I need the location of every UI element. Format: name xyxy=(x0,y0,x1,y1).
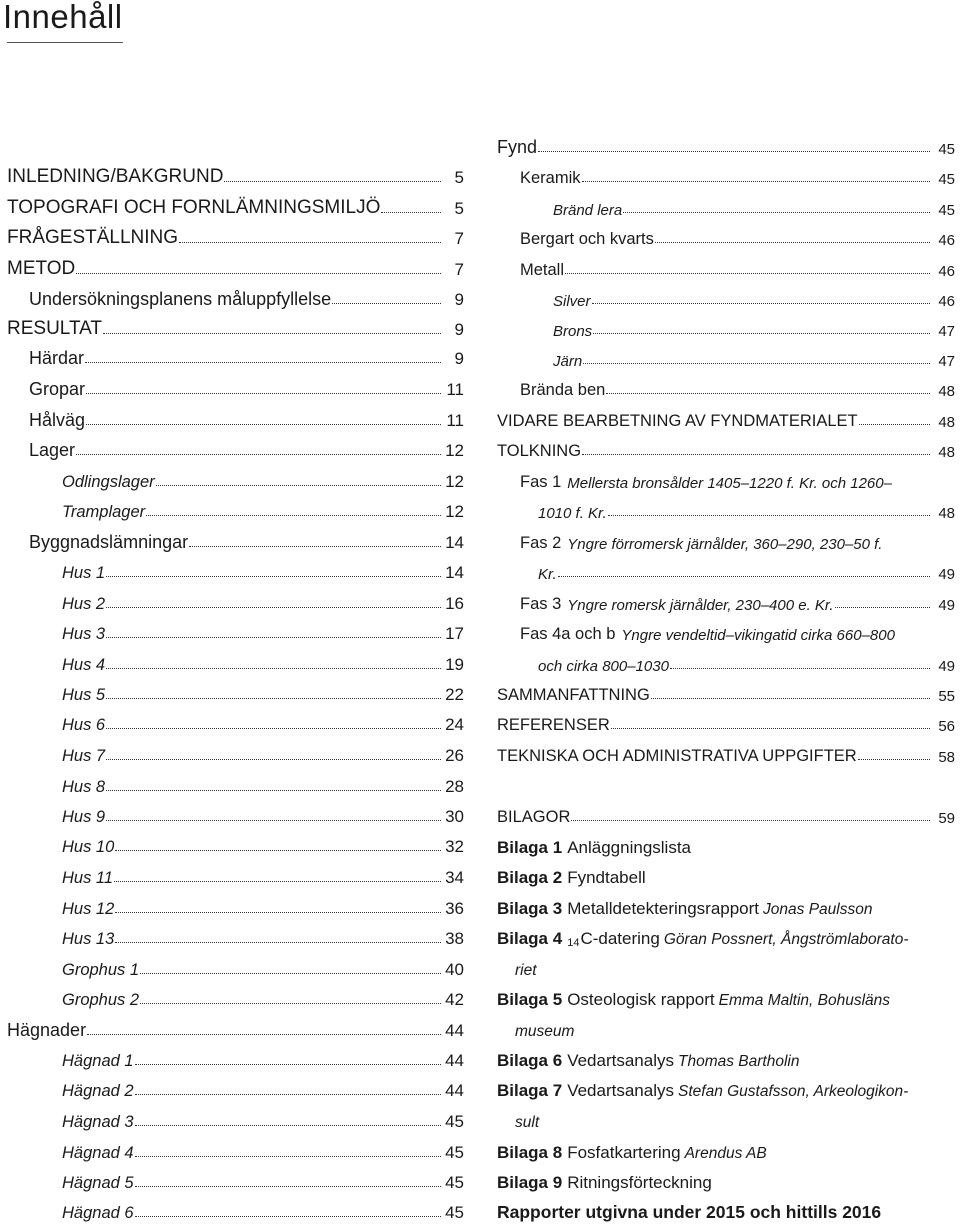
toc-page-number: 12 xyxy=(445,502,464,521)
toc-entry-halvag[interactable] xyxy=(29,404,464,434)
appendix-desc: Vedartsanalys xyxy=(567,1081,674,1100)
appendix-desc: Ritningsförteckning xyxy=(567,1173,712,1192)
toc-entry-bergart[interactable] xyxy=(520,222,955,252)
appendix-label: Bilaga 7 xyxy=(497,1081,563,1100)
appendix-author-cont: museum xyxy=(515,1023,575,1040)
appendix-label: Bilaga 2 xyxy=(497,868,563,887)
toc-page-number: 22 xyxy=(445,685,464,704)
leader-dots xyxy=(86,424,441,425)
toc-entry-text: Hus 12 xyxy=(62,900,115,918)
toc-entry-text: Hägnad 3 xyxy=(62,1113,134,1131)
appendix-label: Bilaga 4 xyxy=(497,929,563,948)
appendix-2[interactable] xyxy=(497,861,646,891)
leader-dots xyxy=(189,546,441,547)
toc-entry-brons[interactable] xyxy=(553,313,955,343)
toc-page-number: 7 xyxy=(454,260,464,279)
toc-page-number: 47 xyxy=(938,353,955,370)
leader-dots xyxy=(103,333,441,334)
toc-page-number: 49 xyxy=(938,658,955,675)
toc-page-number: 44 xyxy=(445,1051,464,1070)
leader-dots xyxy=(655,242,930,243)
toc-entry-odlingslager[interactable] xyxy=(62,465,464,495)
toc-entry-tolkning[interactable] xyxy=(497,434,955,464)
appendix-1[interactable] xyxy=(497,831,691,861)
toc-entry-hus-9[interactable] xyxy=(62,800,464,830)
toc-entry-text: Hus 3 xyxy=(62,625,106,643)
toc-entry-text: Hägnad 4 xyxy=(62,1144,134,1162)
toc-page-number: 30 xyxy=(445,807,464,826)
leader-dots xyxy=(606,393,930,394)
leader-dots xyxy=(106,728,441,729)
leader-dots xyxy=(608,515,930,516)
toc-entry-text: Tramplager xyxy=(62,503,146,521)
toc-page-number: 45 xyxy=(445,1112,464,1131)
appendix-8[interactable] xyxy=(497,1136,767,1166)
toc-page-number: 28 xyxy=(445,777,464,796)
appendix-desc: Osteologisk rapport xyxy=(567,990,715,1009)
leader-dots xyxy=(140,973,441,974)
toc-entry-keramik[interactable] xyxy=(520,161,955,191)
appendix-5[interactable] xyxy=(497,983,890,1013)
toc-entry-byggnadslamningar[interactable] xyxy=(29,526,464,556)
leader-dots xyxy=(135,1094,441,1095)
toc-entry-text: Fynd xyxy=(497,137,538,157)
toc-entry-bilagor[interactable] xyxy=(497,800,955,830)
toc-page-number: 44 xyxy=(445,1081,464,1100)
toc-entry-text: Hus 5 xyxy=(62,686,106,704)
toc-entry-text: Hägnader xyxy=(7,1020,87,1040)
toc-page-number: 56 xyxy=(938,718,955,735)
toc-entry-text: Lager xyxy=(29,440,76,460)
leader-dots xyxy=(571,820,930,821)
leader-dots xyxy=(106,576,441,577)
leader-dots xyxy=(558,576,930,577)
toc-entry-hagnad-5[interactable] xyxy=(62,1166,464,1196)
toc-entry-hus-2[interactable] xyxy=(62,587,464,617)
toc-entry-text: Metall xyxy=(520,261,565,279)
appendix-desc: Fyndtabell xyxy=(567,868,646,887)
leader-dots xyxy=(76,273,441,274)
toc-page-number: 14 xyxy=(445,563,464,582)
toc-page-number: 45 xyxy=(445,1173,464,1192)
toc-entry-hus-8[interactable] xyxy=(62,770,464,800)
toc-entry-sammanfattning[interactable] xyxy=(497,678,955,708)
toc-entry-fas-2-cont[interactable] xyxy=(538,556,955,586)
leader-dots xyxy=(592,303,930,304)
toc-entry-tramplager[interactable] xyxy=(62,495,464,525)
toc-page-number: 7 xyxy=(454,229,464,248)
toc-entry-hus-5[interactable] xyxy=(62,678,464,708)
appendix-3[interactable] xyxy=(497,892,872,922)
toc-entry-hagnad-1[interactable] xyxy=(62,1044,464,1074)
toc-entry-hus-3[interactable] xyxy=(62,617,464,647)
toc-page-number: 44 xyxy=(445,1021,464,1040)
toc-entry-text: Grophus 1 xyxy=(62,961,140,979)
leader-dots xyxy=(76,454,441,455)
leader-dots xyxy=(381,212,441,213)
toc-page-number: 11 xyxy=(446,380,464,399)
toc-page-number: 48 xyxy=(938,383,955,400)
leader-dots xyxy=(670,668,930,669)
toc-page-number: 32 xyxy=(445,837,464,856)
toc-page-number: 17 xyxy=(445,624,464,643)
title-rule xyxy=(7,42,123,43)
leader-dots xyxy=(593,333,930,334)
toc-entry-text: Odlingslager xyxy=(62,473,155,491)
leader-dots xyxy=(106,759,441,760)
leader-dots xyxy=(135,1186,441,1187)
leader-dots xyxy=(106,698,441,699)
leader-dots xyxy=(224,181,441,182)
toc-entry-text: Byggnadslämningar xyxy=(29,532,189,552)
leader-dots xyxy=(146,515,441,516)
toc-entry-text: FRÅGESTÄLLNING xyxy=(7,227,179,248)
phase-detail: Yngre romersk järnålder, 230–400 e. Kr. xyxy=(567,597,834,614)
toc-entry-text: Kr. xyxy=(538,566,557,583)
leader-dots xyxy=(565,273,930,274)
toc-entry-text: Järn xyxy=(553,353,583,370)
toc-entry-fas-4-cont[interactable] xyxy=(538,648,955,678)
toc-entry-fas-3[interactable] xyxy=(520,587,955,617)
toc-page-number: 34 xyxy=(445,868,464,887)
toc-entry-text: Hålväg xyxy=(29,410,86,430)
toc-entry-text: TOPOGRAFI OCH FORNLÄMNINGSMILJÖ xyxy=(7,197,381,218)
leader-dots xyxy=(106,607,441,608)
toc-entry-text: RESULTAT xyxy=(7,318,103,339)
leader-dots xyxy=(835,607,930,608)
toc-entry-hagnad-6[interactable] xyxy=(62,1196,464,1226)
toc-entry-text: TOLKNING xyxy=(497,442,582,460)
toc-page-number: 55 xyxy=(938,688,955,705)
leader-dots xyxy=(538,151,930,152)
toc-entry-hus-12[interactable] xyxy=(62,892,464,922)
leader-dots xyxy=(115,942,441,943)
toc-page-number: 49 xyxy=(938,597,955,614)
toc-page-number: 48 xyxy=(938,444,955,461)
toc-entry-text: Brons xyxy=(553,323,593,340)
toc-entry-malupfyllelse[interactable] xyxy=(29,283,464,313)
toc-entry-text: Hägnad 5 xyxy=(62,1174,134,1192)
appendix-desc: Anläggningslista xyxy=(567,838,692,857)
toc-page-number: 45 xyxy=(938,202,955,219)
appendix-7-cont xyxy=(515,1105,539,1135)
toc-page-number: 9 xyxy=(454,320,464,339)
toc-entry-hardar[interactable] xyxy=(29,342,464,372)
appendix-author: Thomas Bartholin xyxy=(678,1053,800,1070)
appendix-4-cont xyxy=(515,953,537,983)
toc-entry-text: Hus 7 xyxy=(62,747,106,765)
toc-entry-fynd[interactable] xyxy=(497,131,955,161)
leader-dots xyxy=(135,1216,441,1217)
leader-dots xyxy=(623,212,930,213)
toc-entry-text: TEKNISKA OCH ADMINISTRATIVA UPPGIFTER xyxy=(497,747,857,765)
leader-dots xyxy=(85,362,441,363)
toc-entry-hagnader[interactable] xyxy=(7,1014,464,1044)
toc-entry-text: Hus 6 xyxy=(62,716,106,734)
toc-entry-text: Hägnad 1 xyxy=(62,1052,134,1070)
toc-entry-topografi[interactable] xyxy=(7,192,464,222)
toc-entry-text: och cirka 800–1030 xyxy=(538,658,669,675)
toc-entry-text: Härdar xyxy=(29,348,85,368)
appendix-label: Bilaga 9 xyxy=(497,1173,563,1192)
toc-page-number: 48 xyxy=(938,505,955,522)
leader-dots xyxy=(651,698,930,699)
toc-entry-brand-lera[interactable] xyxy=(553,192,955,222)
toc-entry-text: Hus 1 xyxy=(62,564,106,582)
toc-entry-text: Bränd lera xyxy=(553,202,623,219)
toc-page-number: 42 xyxy=(445,990,464,1009)
toc-entry-text: Keramik xyxy=(520,169,581,187)
appendix-9[interactable] xyxy=(497,1166,712,1196)
appendix-label: Bilaga 1 xyxy=(497,838,563,857)
leader-dots xyxy=(859,424,930,425)
toc-page-number: 46 xyxy=(938,293,955,310)
toc-entry-text: INLEDNING/BAKGRUND xyxy=(7,166,224,187)
toc-entry-text: Gropar xyxy=(29,379,86,399)
leader-dots xyxy=(106,637,441,638)
toc-page-number: 11 xyxy=(446,411,464,430)
toc-page-number: 12 xyxy=(445,441,464,460)
phase-detail: Mellersta bronsålder 1405–1220 f. Kr. och 1260– xyxy=(567,475,892,492)
phase-label: Fas 3 xyxy=(520,595,562,613)
toc-entry-grophus-2[interactable] xyxy=(62,983,464,1013)
toc-page-number: 46 xyxy=(938,232,955,249)
appendix-6[interactable] xyxy=(497,1044,799,1074)
toc-entry-text: Hus 13 xyxy=(62,930,115,948)
phase-detail: Yngre förromersk järnålder, 360–290, 230–50 f. xyxy=(567,536,883,553)
toc-page-number: 46 xyxy=(938,263,955,280)
toc-entry-text: Hägnad 2 xyxy=(62,1082,134,1100)
toc-entry-hus-13[interactable] xyxy=(62,922,464,952)
toc-page-number: 26 xyxy=(445,746,464,765)
appendix-4[interactable] xyxy=(497,922,909,952)
leader-dots xyxy=(583,363,930,364)
appendix-label: Bilaga 6 xyxy=(497,1051,563,1070)
toc-page-number: 19 xyxy=(445,655,464,674)
phase-detail: Yngre vendeltid–vikingatid cirka 660–800 xyxy=(621,627,895,644)
toc-entry-fas-2[interactable] xyxy=(520,526,960,556)
toc-page-number: 9 xyxy=(454,290,464,309)
toc-page-number: 47 xyxy=(938,323,955,340)
leader-dots xyxy=(106,820,441,821)
toc-entry-hus-6[interactable] xyxy=(62,708,464,738)
appendix-7[interactable] xyxy=(497,1074,908,1104)
toc-entry-tekniska-uppgifter[interactable] xyxy=(497,739,955,769)
phase-label: Fas 4a och b xyxy=(520,625,616,643)
leader-dots xyxy=(135,1125,441,1126)
toc-entry-text: Brända ben xyxy=(520,381,606,399)
toc-page-number: 49 xyxy=(938,566,955,583)
leader-dots xyxy=(87,1034,441,1035)
toc-entry-resultat[interactable] xyxy=(7,313,464,343)
toc-entry-text: Hus 10 xyxy=(62,838,115,856)
toc-page-number: 45 xyxy=(938,171,955,188)
appendix-desc: Fosfatkartering xyxy=(567,1143,681,1162)
appendix-author-cont: riet xyxy=(515,962,537,979)
toc-entry-metod[interactable] xyxy=(7,253,464,283)
toc-page-number: 48 xyxy=(938,414,955,431)
leader-dots xyxy=(332,303,441,304)
appendix-author: Göran Possnert, Ångströmlaborato- xyxy=(663,931,909,948)
toc-entry-text: VIDARE BEARBETNING AV FYNDMATERIALET xyxy=(497,412,858,430)
toc-entry-metall[interactable] xyxy=(520,253,955,283)
toc-entry-text: Bergart och kvarts xyxy=(520,230,654,248)
toc-entry-silver[interactable] xyxy=(553,283,955,313)
leader-dots xyxy=(106,790,441,791)
toc-page-number: 5 xyxy=(454,168,464,187)
toc-entry-lager[interactable] xyxy=(29,434,464,464)
toc-page-number: 24 xyxy=(445,715,464,734)
toc-page-number: 14 xyxy=(445,533,464,552)
appendix-label: Bilaga 3 xyxy=(497,899,563,918)
phase-label: Fas 2 xyxy=(520,534,562,552)
reports-footer[interactable] xyxy=(497,1196,881,1226)
toc-page-number: 45 xyxy=(445,1203,464,1222)
toc-entry-fas-1[interactable] xyxy=(520,465,960,495)
toc-entry-gropar[interactable] xyxy=(29,373,464,403)
toc-page-number: 45 xyxy=(445,1143,464,1162)
toc-entry-fas-1-cont[interactable] xyxy=(538,495,955,525)
leader-dots xyxy=(179,242,441,243)
leader-dots xyxy=(582,454,930,455)
toc-entry-referenser[interactable] xyxy=(497,708,955,738)
phase-label: Fas 1 xyxy=(520,473,562,491)
leader-dots xyxy=(115,850,441,851)
toc-entry-text: Hus 9 xyxy=(62,808,106,826)
toc-entry-text: Silver xyxy=(553,293,591,310)
toc-entry-text: REFERENSER xyxy=(497,716,610,734)
page-title: Innehåll xyxy=(3,0,123,35)
appendix-author: Emma Maltin, Bohusläns xyxy=(718,992,891,1009)
toc-page-number: 16 xyxy=(445,594,464,613)
isotope-superscript: 14 xyxy=(567,937,580,949)
toc-page-number: 12 xyxy=(445,472,464,491)
appendix-author: Jonas Paulsson xyxy=(763,901,873,918)
toc-entry-jarn[interactable] xyxy=(553,343,955,373)
toc-entry-text: METOD xyxy=(7,258,76,279)
toc-entry-text: 1010 f. Kr. xyxy=(538,505,607,522)
toc-entry-grophus-1[interactable] xyxy=(62,953,464,983)
leader-dots xyxy=(114,881,441,882)
toc-page-number: 36 xyxy=(445,899,464,918)
toc-entry-text: Hägnad 6 xyxy=(62,1204,134,1222)
toc-page-number: 40 xyxy=(445,960,464,979)
leader-dots xyxy=(156,485,441,486)
toc-entry-text: BILAGOR xyxy=(497,808,571,826)
toc-entry-text: SAMMANFATTNING xyxy=(497,686,650,704)
toc-page-number: 9 xyxy=(454,349,464,368)
toc-page-number: 38 xyxy=(445,929,464,948)
toc-page-number: 59 xyxy=(938,810,955,827)
appendix-author: Arendus AB xyxy=(684,1145,767,1162)
toc-entry-hagnad-3[interactable] xyxy=(62,1105,464,1135)
appendix-desc: Vedartsanalys xyxy=(567,1051,674,1070)
leader-dots xyxy=(86,393,441,394)
toc-entry-fas-4[interactable] xyxy=(520,617,960,647)
leader-dots xyxy=(611,728,930,729)
appendix-label: Bilaga 5 xyxy=(497,990,563,1009)
toc-entry-hagnad-2[interactable] xyxy=(62,1074,464,1104)
toc-page-number: 58 xyxy=(938,749,955,766)
toc-entry-fragestallning[interactable] xyxy=(7,222,464,252)
toc-entry-hus-4[interactable] xyxy=(62,648,464,678)
toc-entry-hus-11[interactable] xyxy=(62,861,464,891)
leader-dots xyxy=(106,668,441,669)
toc-entry-vidare-bearbetning[interactable] xyxy=(497,404,955,434)
leader-dots xyxy=(115,912,441,913)
appendix-5-cont xyxy=(515,1014,574,1044)
appendix-desc: Metalldetekteringsrapport xyxy=(567,899,760,918)
toc-entry-hagnad-4[interactable] xyxy=(62,1136,464,1166)
appendix-author: Stefan Gustafsson, Arkeologikon- xyxy=(678,1083,909,1100)
reports-footer-text: Rapporter utgivna under 2015 och hittills 2016 xyxy=(497,1202,882,1222)
leader-dots xyxy=(135,1064,441,1065)
toc-entry-text: Grophus 2 xyxy=(62,991,140,1009)
appendix-desc: C-datering xyxy=(580,929,660,948)
toc-entry-hus-1[interactable] xyxy=(62,556,464,586)
toc-page-number: 5 xyxy=(454,199,464,218)
leader-dots xyxy=(135,1156,441,1157)
leader-dots xyxy=(858,759,930,760)
toc-page-number: 45 xyxy=(938,141,955,158)
toc-entry-hus-7[interactable] xyxy=(62,739,464,769)
toc-entry-text: Hus 2 xyxy=(62,595,106,613)
leader-dots xyxy=(140,1003,441,1004)
appendix-label: Bilaga 8 xyxy=(497,1143,563,1162)
toc-entry-text: Hus 8 xyxy=(62,778,106,796)
leader-dots xyxy=(582,181,930,182)
appendix-author-cont: sult xyxy=(515,1114,540,1131)
toc-entry-text: Hus 4 xyxy=(62,656,106,674)
toc-entry-text: Hus 11 xyxy=(62,869,114,887)
toc-entry-text: Undersökningsplanens måluppfyllelse xyxy=(29,289,332,309)
toc-entry-branda-ben[interactable] xyxy=(520,373,955,403)
toc-entry-inledning[interactable] xyxy=(7,161,464,191)
toc-entry-hus-10[interactable] xyxy=(62,830,464,860)
